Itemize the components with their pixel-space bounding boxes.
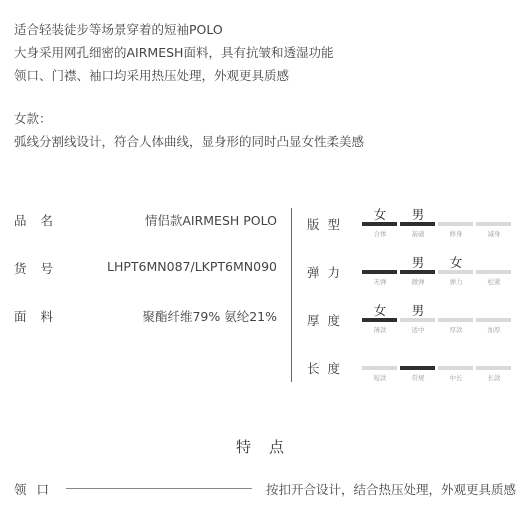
rating-tick-label: 微弹 [411,278,425,286]
rating-tick-label: 无弹 [373,278,387,286]
product-intro [14,18,514,153]
gender-marker: 女 [449,255,463,270]
rating-segment [438,318,473,322]
rating-markers [362,301,512,317]
spec-value: 聚酯纤维79% 氨纶21% [142,309,277,324]
vertical-divider [291,208,292,382]
rating-row [307,303,507,341]
spec-row-fabric [0,307,295,327]
rating-segment [400,222,435,226]
rating-bar [362,318,512,322]
rating-segment [476,366,511,370]
rating-bar [362,366,512,370]
intro-line: 适合轻装徒步等场景穿着的短袖POLO [14,22,223,37]
features-title: 特点 [235,438,302,456]
rating-bar [362,270,512,274]
spec-label: 品名 [14,213,68,228]
gender-marker: 男 [411,303,425,318]
rating-segment [476,222,511,226]
gender-marker: 女 [373,303,387,318]
rating-tick-label: 弹力 [449,278,463,286]
intro-line: 大身采用网孔细密的AIRMESH面料，具有抗皱和透湿功能 [14,45,334,60]
rating-segment [362,222,397,226]
rating-ticks [362,229,512,239]
spec-row-sku [0,259,295,279]
spec-row-name [0,211,295,231]
gender-marker: 男 [411,207,425,222]
rating-label: 弹力 [307,265,349,280]
rating-label: 版型 [307,217,349,232]
rating-tick-label: 松紧 [487,278,501,286]
rating-tick-label: 短款 [373,374,387,382]
rating-segment [476,318,511,322]
spec-label: 货号 [14,261,68,276]
rating-tick-label: 长款 [487,374,501,382]
rating-segment [476,270,511,274]
gender-marker: 男 [411,255,425,270]
intro-line: 领口、门襟、袖口均采用热压处理，外观更具质感 [14,68,290,83]
rating-row [307,355,507,389]
feature-text: 按扣开合设计，结合热压处理，外观更具质感 [266,482,517,497]
rating-tick-label: 厚款 [449,326,463,334]
rating-markers [362,253,512,269]
feature-divider-line [66,488,252,489]
gender-marker: 女 [373,207,387,222]
spec-value: 情侣款AIRMESH POLO [144,213,277,228]
rating-row [307,255,507,293]
rating-segment [438,366,473,370]
rating-tick-label: 减身 [487,230,501,238]
rating-tick-label: 中长 [449,374,463,382]
rating-tick-label: 基础 [411,230,425,238]
spec-label: 面料 [14,309,68,324]
feature-label: 领口 [14,482,60,497]
rating-ticks [362,277,512,287]
rating-tick-label: 常规 [411,374,425,382]
rating-segment [400,318,435,322]
rating-segment [438,270,473,274]
rating-bar [362,222,512,226]
rating-row [307,207,507,245]
rating-ticks [362,325,512,335]
rating-segment [400,366,435,370]
rating-label: 长度 [307,361,349,376]
rating-segment [362,270,397,274]
rating-segment [438,222,473,226]
intro-line: 女款： [14,111,52,126]
rating-markers [362,349,512,365]
feature-row-collar [0,480,520,500]
rating-segment [400,270,435,274]
rating-tick-label: 加厚 [487,326,501,334]
rating-segment [362,366,397,370]
rating-tick-label: 适中 [411,326,425,334]
rating-ticks [362,373,512,383]
rating-markers [362,205,512,221]
rating-label: 厚度 [307,313,349,328]
spec-value: LHPT6MN087/LKPT6MN090 [107,259,277,274]
intro-line: 弧线分割线设计，符合人体曲线，显身形的同时凸显女性柔美感 [14,134,365,149]
rating-tick-label: 合体 [373,230,387,238]
rating-segment [362,318,397,322]
rating-tick-label: 薄款 [373,326,387,334]
rating-tick-label: 修身 [449,230,463,238]
